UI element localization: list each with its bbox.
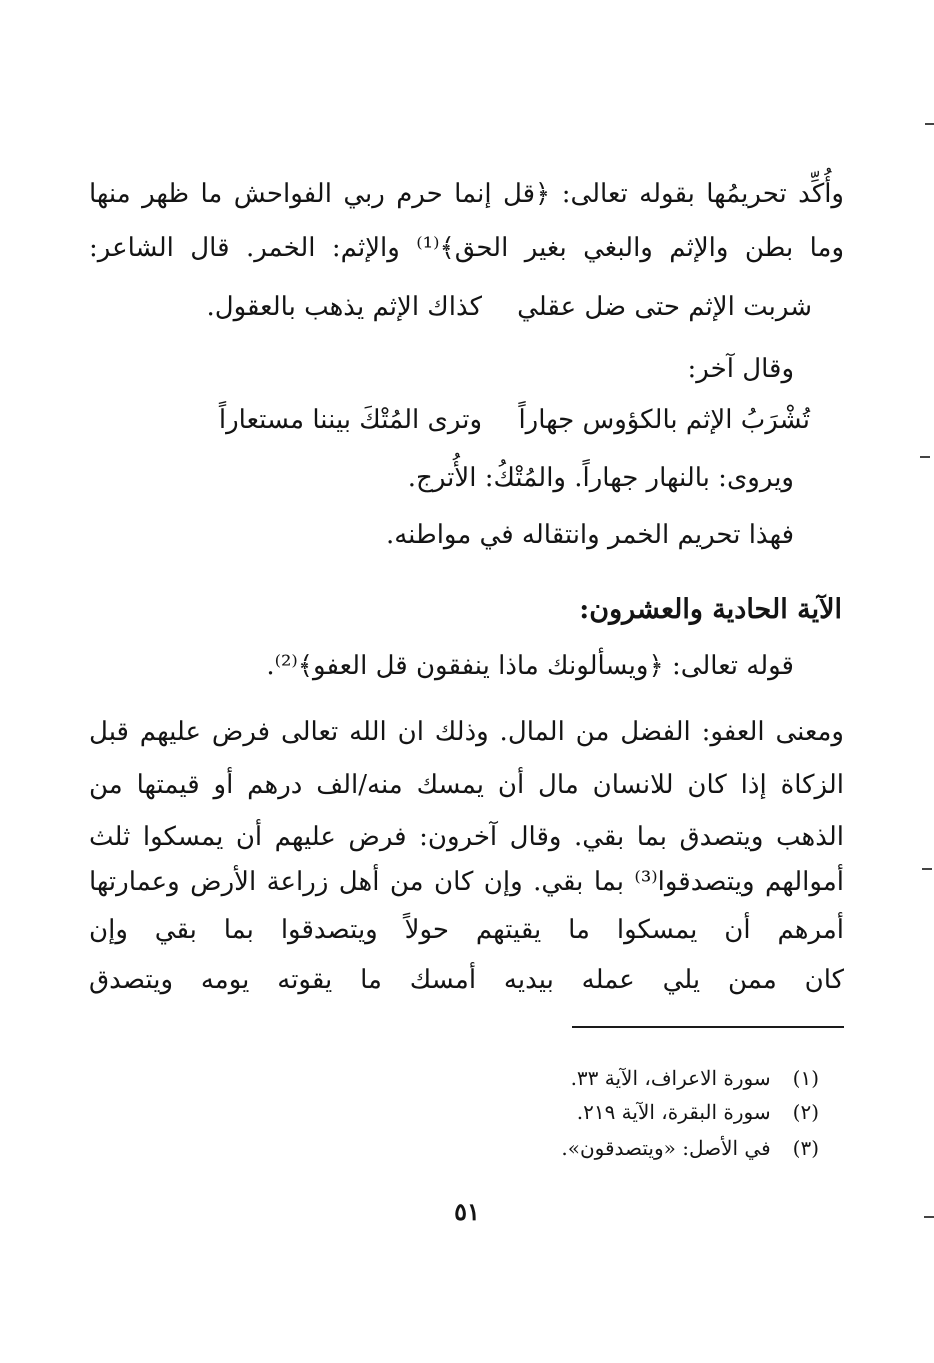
footnote-3-text: في الأصل: «ويتصدقون». (561, 1136, 771, 1160)
quran-quote: قوله تعالى: ﴿ويسألونك ماذا ينفقون قل العفو﴾⁽²⁾. (266, 651, 794, 681)
section-heading: الآية الحادية والعشرون: (579, 594, 842, 625)
paragraph2-line5: أمرهم أن يمسكوا ما يقيتهم حولاً ويتصدقوا بما بقي وإن (89, 915, 844, 945)
footnote-3 (561, 1133, 819, 1163)
footnote-2-text: سورة البقرة، الآية ٢١٩. (576, 1100, 771, 1124)
footnote-separator (572, 1026, 844, 1028)
paragraph2-line1: ومعنى العفو: الفضل من المال. وذلك ان الله تعالى فرض عليهم قبل (89, 717, 844, 747)
footnote-1-number: (١) (792, 1066, 819, 1090)
conclusion-line: فهذا تحريم الخمر وانتقاله في مواطنه. (385, 520, 794, 550)
paragraph1-line1: وأُكِّد تحريمُها بقوله تعالى: ﴿قل إنما حرم ربي الفواحش ما ظهر منها (89, 179, 844, 209)
scan-edge-mark (922, 868, 932, 870)
scan-edge-mark (920, 456, 930, 458)
verse2-intro: وقال آخر: (687, 354, 794, 384)
variant-reading: ويروى: بالنهار جهاراً. والمُتْكُ: الأُترج. (407, 463, 794, 493)
verse1-second-hemistich: كذاك الإثم يذهب بالعقول. (206, 292, 482, 322)
footnote-1 (571, 1063, 819, 1093)
verse1-first-hemistich: شربت الإثم حتى ضل عقلي (517, 292, 812, 322)
footnote-2 (577, 1097, 819, 1127)
paragraph2-line6: كان ممن يلي عمله بيديه أمسك ما يقوته يومه ويتصدق (89, 965, 844, 995)
paragraph1-line2: وما بطن والإثم والبغي بغير الحق﴾⁽¹⁾ والإثم: الخمر. قال الشاعر: (89, 233, 845, 263)
footnote-3-number: (٣) (792, 1136, 819, 1160)
footnote-2-number: (٢) (792, 1100, 819, 1124)
paragraph2-line3: الذهب ويتصدق بما بقي. وقال آخرون: فرض عليهم أن يمسكوا ثلث (89, 822, 844, 852)
scan-edge-mark (924, 1216, 934, 1218)
scan-edge-mark (925, 123, 934, 125)
page-number: ٥١ (454, 1197, 480, 1226)
paragraph2-line2: الزكاة إذا كان للانسان مال أن يمسك منه/الف درهم أو قيمتها من (89, 770, 844, 800)
paragraph2-line4: أموالهم ويتصدقوا⁽³⁾ بما بقي. وإن كان من أهل زراعة الأرض وعمارتها (89, 867, 844, 897)
verse2-second-hemistich: وترى المُتْكَ بيننا مستعاراً (218, 405, 482, 435)
verse2-first-hemistich: تُشْرَبُ الإثم بالكؤوس جهاراً (518, 405, 810, 435)
footnote-1-text: سورة الاعراف، الآية ٣٣. (570, 1066, 771, 1090)
